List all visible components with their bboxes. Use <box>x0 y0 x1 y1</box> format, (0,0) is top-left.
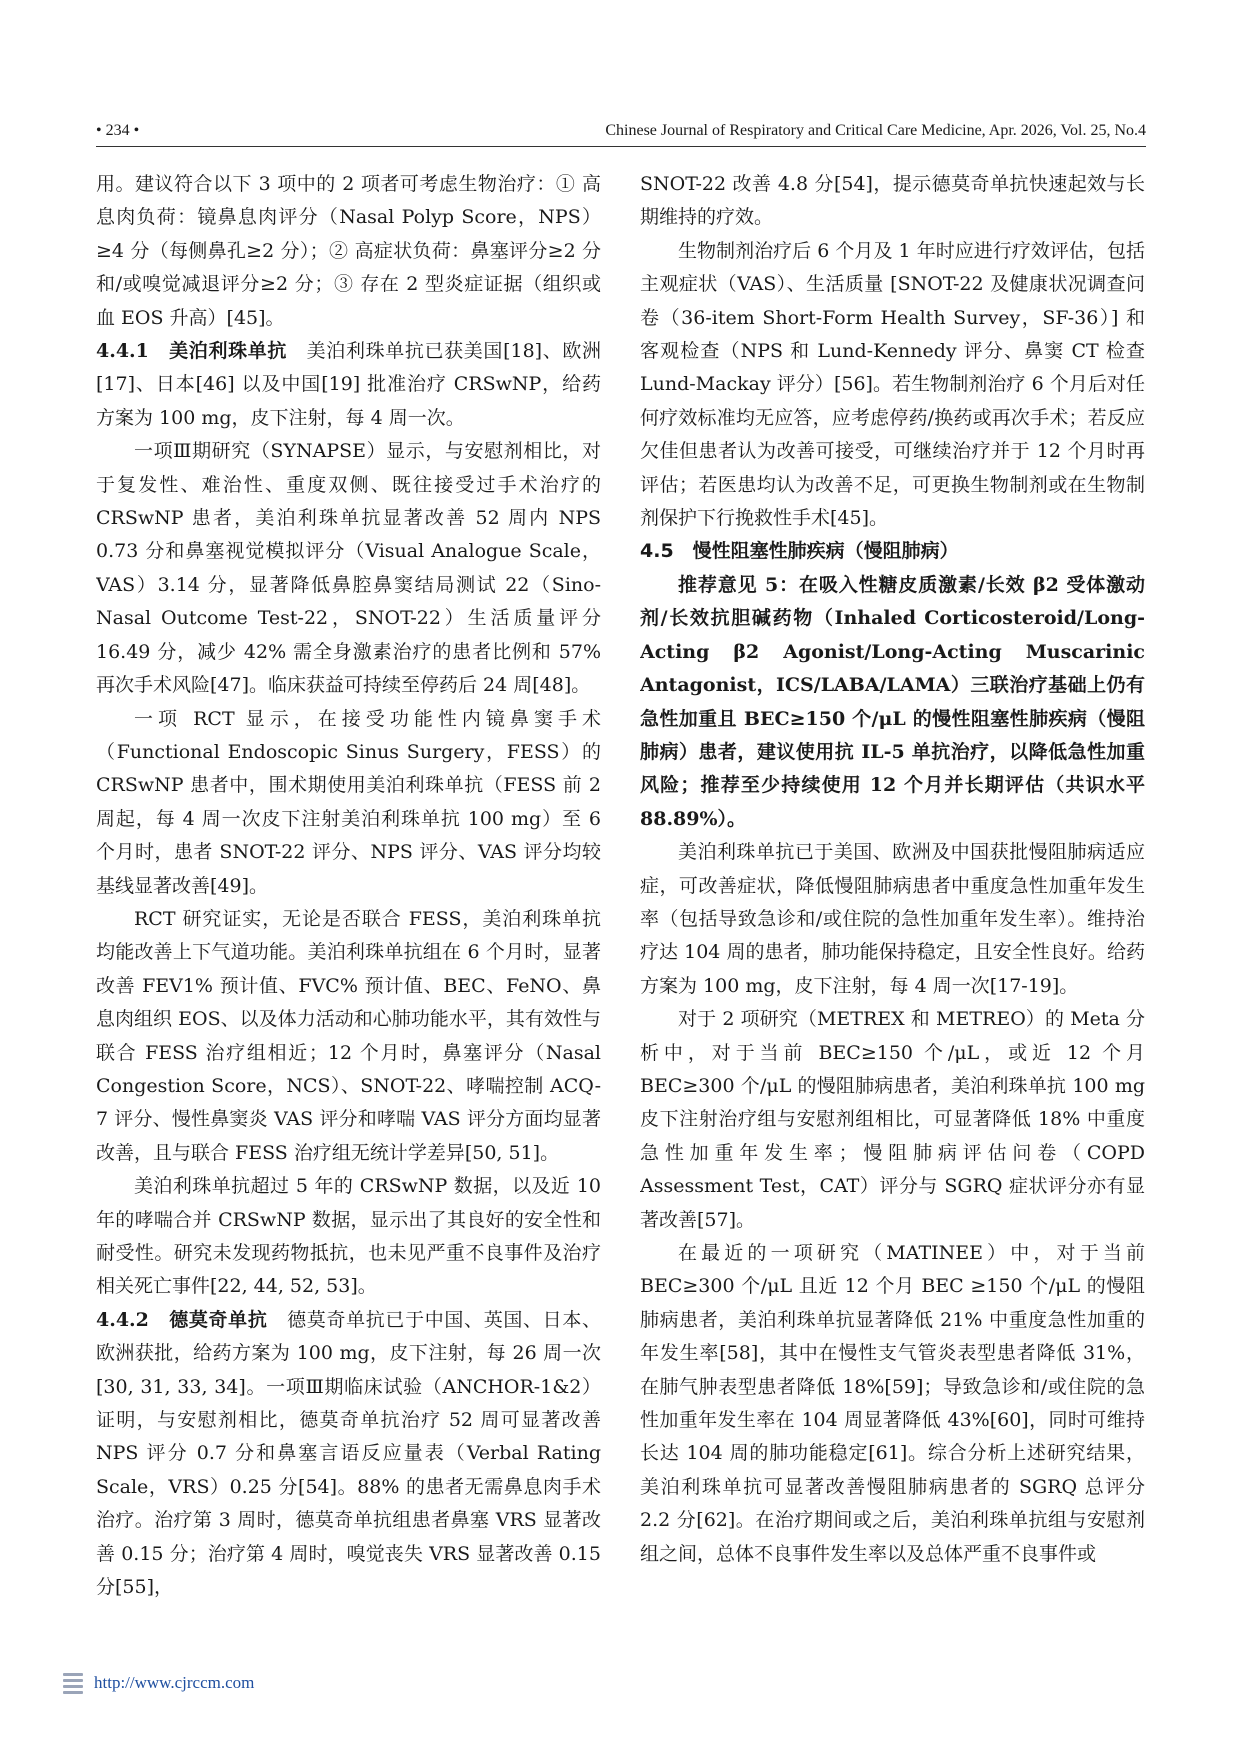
right-column <box>640 168 1145 1571</box>
paragraph: 美泊利珠单抗超过 5 年的 CRSwNP 数据，以及近 10 年的哮喘合并 CRSwNP 数据，显示出了其良好的安全性和耐受性。研究未发现药物抵抗，也未见严重不良事件及治疗相关死亡事件[22, 44, 52, 53]。 <box>96 1175 601 1298</box>
paragraph: 对于 2 项研究（METREX 和 METREO）的 Meta 分析中，对于当前 BEC≥150 个/μL，或近 12 个月 BEC≥300 个/μL 的慢阻肺病患者，美泊利珠单抗 100 mg 皮下注射治疗组与安慰剂组相比，可显著降低 18% 中重度急性加重年发生率；慢阻肺病评估问卷（COPD Assessment Test，CAT）评分与 SGRQ 症状评分亦有显著改善[57]。 <box>640 1008 1145 1231</box>
subsection-heading: 4.4.2 德莫奇单抗 <box>96 1308 268 1331</box>
paragraph: SNOT-22 改善 4.8 分[54]，提示德莫奇单抗快速起效与长期维持的疗效。 <box>640 173 1145 229</box>
page-footer <box>60 1668 254 1698</box>
recommendation-5: 推荐意见 5：在吸入性糖皮质激素/长效 β2 受体激动剂/长效抗胆碱药物（Inhaled Corticosteroid/Long-Acting β2 Agonist/Long-Acting Muscarinic Antagonist，ICS/LABA/LAMA）三联治疗基础上仍有急性加重且 BEC≥150 个/μL 的慢性阻塞性肺疾病（慢阻肺病）患者，建议使用抗 IL-5 单抗治疗，以降低急性加重风险；推荐至少持续使用 12 个月并长期评估（共识水平 88.89%）。 <box>640 573 1145 830</box>
journal-citation: Chinese Journal of Respiratory and Critical Care Medicine, Apr. 2026, Vol. 25, No.4 <box>605 122 1146 139</box>
paragraph: 一项 RCT 显示，在接受功能性内镜鼻窦手术（Functional Endoscopic Sinus Surgery，FESS）的 CRSwNP 患者中，围术期使用美泊利珠单抗（FESS 前 2 周起，每 4 周一次皮下注射美泊利珠单抗 100 mg）至 6 个月时，患者 SNOT-22 评分、NPS 评分、VAS 评分均较基线显著改善[49]。 <box>96 707 601 897</box>
paragraph-text: 德莫奇单抗已于中国、英国、日本、欧洲获批，给药方案为 100 mg，皮下注射，每 26 周一次[30, 31, 33, 34]。一项Ⅲ期临床试验（ANCHOR-1&2）证明，与安慰剂相比，德莫奇单抗治疗 52 周可显著改善 NPS 评分 0.7 分和鼻塞言语反应量表（Verbal Rating Scale，VRS）0.25 分[54]。88% 的患者无需鼻息肉手术治疗。治疗第 3 周时，德莫奇单抗组患者鼻塞 VRS 显著改善 0.15 分；治疗第 4 周时，嗅觉丧失 VRS 显著改善 0.15 分[55]， <box>96 1308 601 1599</box>
section-heading-4-5: 4.5 慢性阻塞性肺疾病（慢阻肺病） <box>640 540 959 563</box>
paragraph: 一项Ⅲ期研究（SYNAPSE）显示，与安慰剂相比，对于复发性、难治性、重度双侧、既往接受过手术治疗的 CRSwNP 患者，美泊利珠单抗显著改善 52 周内 NPS 0.73 分和鼻塞视觉模拟评分（Visual Analogue Scale，VAS）3.14 分，显著降低鼻腔鼻窦结局测试 22（Sino-Nasal Outcome Test-22，SNOT-22）生活质量评分 16.49 分，减少 42% 需全身激素治疗的患者比例和 57% 再次手术风险[47]。临床获益可持续至停药后 24 周[48]。 <box>96 440 601 697</box>
paragraph: 生物制剂治疗后 6 个月及 1 年时应进行疗效评估，包括主观症状（VAS）、生活质量 [SNOT-22 及健康状况调查问卷（36-item Short-Form Health Survey，SF-36）] 和客观检查（NPS 和 Lund-Kennedy 评分、鼻窦 CT 检查 Lund-Mackay 评分）[56]。若生物制剂治疗 6 个月后对任何疗效标准均无应答，应考虑停药/换药或再次手术；若反应欠佳但患者认为改善可接受，可继续治疗并于 12 个月时再评估；若医患均认为改善不足，可更换生物制剂或在生物制剂保护下行挽救性手术[45]。 <box>640 239 1145 530</box>
journal-logo-icon <box>60 1670 86 1696</box>
footer-url-link[interactable]: http://www.cjrccm.com <box>94 1673 255 1692</box>
paragraph: 在最近的一项研究（MATINEE）中，对于当前 BEC≥300 个/μL 且近 12 个月 BEC ≥150 个/μL 的慢阻肺病患者，美泊利珠单抗显著降低 21% 中重度急性加重的年发生率[58]，其中在慢性支气管炎表型患者降低 31%，在肺气肿表型患者降低 18%[59]；导致急诊和/或住院的急性加重年发生率在 104 周显著降低 43%[60]，同时可维持长达 104 周的肺功能稳定[61]。综合分析上述研究结果，美泊利珠单抗可显著改善慢阻肺病患者的 SGRQ 总评分 2.2 分[62]。在治疗期间或之后，美泊利珠单抗组与安慰剂组之间，总体不良事件发生率以及总体严重不良事件或 <box>640 1242 1145 1565</box>
page-number: • 234 • <box>96 122 140 139</box>
running-header <box>96 118 1146 147</box>
paragraph-text: 美泊利珠单抗已获美国[18]、欧洲[17]、日本[46] 以及中国[19] 批准治疗 CRSwNP，给药方案为 100 mg，皮下注射，每 4 周一次。 <box>96 340 601 429</box>
paragraph: RCT 研究证实，无论是否联合 FESS，美泊利珠单抗均能改善上下气道功能。美泊利珠单抗组在 6 个月时，显著改善 FEV1% 预计值、FVC% 预计值、BEC、FeNO、鼻息肉组织 EOS、以及体力活动和心肺功能水平，其有效性与联合 FESS 治疗组相近；12 个月时，鼻塞评分（Nasal Congestion Score，NCS）、SNOT-22、哮喘控制 ACQ-7 评分、慢性鼻窦炎 VAS 评分和哮喘 VAS 评分方面均显著改善，且与联合 FESS 治疗组无统计学差异[50, 51]。 <box>96 907 601 1164</box>
subsection-4-4-1 <box>96 335 601 435</box>
paragraph: 用。建议符合以下 3 项中的 2 项者可考虑生物治疗：① 高息肉负荷：镜鼻息肉评分（Nasal Polyp Score，NPS）≥4 分（每侧鼻孔≥2 分）；② 高症状负荷：鼻塞评分≥2 分和/或嗅觉减退评分≥2 分；③ 存在 2 型炎症证据（组织或血 EOS 升高）[45]。 <box>96 173 601 329</box>
subsection-heading: 4.4.1 美泊利珠单抗 <box>96 340 288 363</box>
paragraph: 美泊利珠单抗已于美国、欧洲及中国获批慢阻肺病适应症，可改善症状，降低慢阻肺病患者中重度急性加重年发生率（包括导致急诊和/或住院的急性加重年发生率）。维持治疗达 104 周的患者，肺功能保持稳定，且安全性良好。给药方案为 100 mg，皮下注射，每 4 周一次[17-19]。 <box>640 841 1145 997</box>
left-column <box>96 168 601 1604</box>
subsection-4-4-2 <box>96 1304 601 1605</box>
